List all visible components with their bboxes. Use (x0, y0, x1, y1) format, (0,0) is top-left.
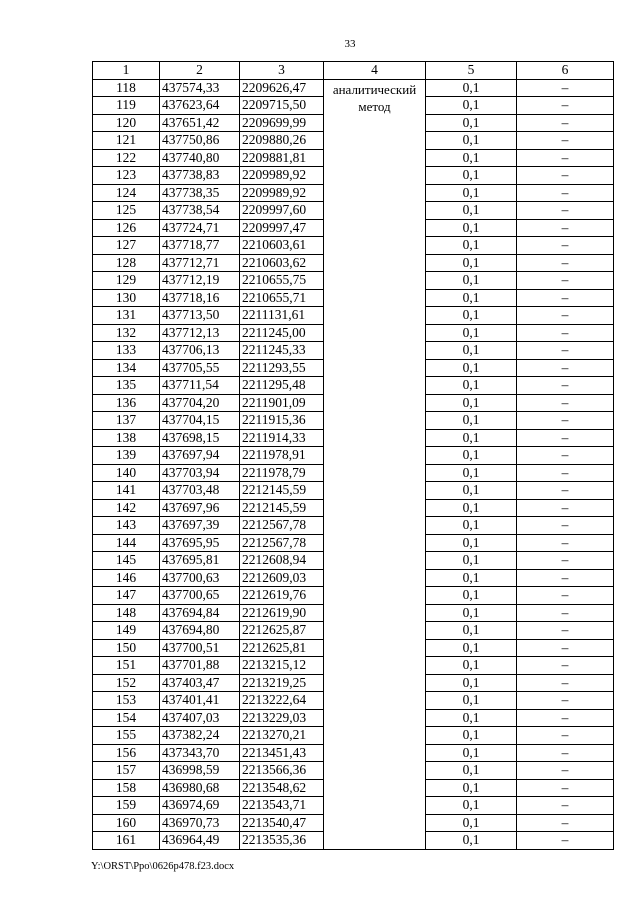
header-col-3: 3 (240, 62, 324, 80)
coord-x-cell: 437698,15 (160, 429, 240, 447)
coord-x-cell: 437712,13 (160, 324, 240, 342)
point-number-cell: 119 (93, 97, 160, 115)
point-number-cell: 120 (93, 114, 160, 132)
coord-x-cell: 436998,59 (160, 762, 240, 780)
note-cell: – (517, 97, 614, 115)
coord-x-cell: 437704,20 (160, 394, 240, 412)
coord-y-cell: 2211131,61 (240, 307, 324, 325)
point-number-cell: 118 (93, 79, 160, 97)
note-cell: – (517, 639, 614, 657)
accuracy-cell: 0,1 (426, 429, 517, 447)
note-cell: – (517, 622, 614, 640)
coord-y-cell: 2212619,76 (240, 587, 324, 605)
coord-x-cell: 437740,80 (160, 149, 240, 167)
note-cell: – (517, 692, 614, 710)
table-body (93, 79, 614, 849)
accuracy-cell: 0,1 (426, 167, 517, 185)
accuracy-cell: 0,1 (426, 499, 517, 517)
point-number-cell: 127 (93, 237, 160, 255)
point-number-cell: 155 (93, 727, 160, 745)
note-cell: – (517, 447, 614, 465)
accuracy-cell: 0,1 (426, 219, 517, 237)
table-header (93, 62, 614, 80)
coord-x-cell: 437695,95 (160, 534, 240, 552)
coord-y-cell: 2211901,09 (240, 394, 324, 412)
point-number-cell: 160 (93, 814, 160, 832)
coord-x-cell: 437574,33 (160, 79, 240, 97)
coord-y-cell: 2213270,21 (240, 727, 324, 745)
coord-x-cell: 437701,88 (160, 657, 240, 675)
point-number-cell: 123 (93, 167, 160, 185)
point-number-cell: 152 (93, 674, 160, 692)
point-number-cell: 137 (93, 412, 160, 430)
coord-x-cell: 437738,83 (160, 167, 240, 185)
coord-x-cell: 436980,68 (160, 779, 240, 797)
accuracy-cell: 0,1 (426, 79, 517, 97)
note-cell: – (517, 569, 614, 587)
accuracy-cell: 0,1 (426, 464, 517, 482)
coord-x-cell: 437700,65 (160, 587, 240, 605)
coord-x-cell: 436974,69 (160, 797, 240, 815)
note-cell: – (517, 114, 614, 132)
accuracy-cell: 0,1 (426, 412, 517, 430)
accuracy-cell: 0,1 (426, 727, 517, 745)
coord-y-cell: 2210655,71 (240, 289, 324, 307)
coord-y-cell: 2209880,26 (240, 132, 324, 150)
coord-y-cell: 2210603,62 (240, 254, 324, 272)
coord-x-cell: 437651,42 (160, 114, 240, 132)
point-number-cell: 128 (93, 254, 160, 272)
coord-y-cell: 2211978,79 (240, 464, 324, 482)
accuracy-cell: 0,1 (426, 324, 517, 342)
point-number-cell: 138 (93, 429, 160, 447)
accuracy-cell: 0,1 (426, 289, 517, 307)
coord-y-cell: 2212608,94 (240, 552, 324, 570)
coord-x-cell: 437704,15 (160, 412, 240, 430)
header-col-2: 2 (160, 62, 240, 80)
accuracy-cell: 0,1 (426, 237, 517, 255)
coord-y-cell: 2212145,59 (240, 499, 324, 517)
coord-y-cell: 2209881,81 (240, 149, 324, 167)
note-cell: – (517, 482, 614, 500)
note-cell: – (517, 464, 614, 482)
page-number: 33 (344, 38, 356, 50)
point-number-cell: 125 (93, 202, 160, 220)
coord-y-cell: 2209997,60 (240, 202, 324, 220)
coord-y-cell: 2213535,36 (240, 832, 324, 850)
point-number-cell: 149 (93, 622, 160, 640)
accuracy-cell: 0,1 (426, 394, 517, 412)
point-number-cell: 135 (93, 377, 160, 395)
note-cell: – (517, 499, 614, 517)
point-number-cell: 156 (93, 744, 160, 762)
note-cell: – (517, 762, 614, 780)
coord-y-cell: 2211245,00 (240, 324, 324, 342)
accuracy-cell: 0,1 (426, 97, 517, 115)
point-number-cell: 132 (93, 324, 160, 342)
accuracy-cell: 0,1 (426, 517, 517, 535)
coord-y-cell: 2212625,81 (240, 639, 324, 657)
point-number-cell: 150 (93, 639, 160, 657)
coord-x-cell: 437700,63 (160, 569, 240, 587)
coord-y-cell: 2213548,62 (240, 779, 324, 797)
header-row (93, 62, 614, 80)
accuracy-cell: 0,1 (426, 814, 517, 832)
coord-y-cell: 2213566,36 (240, 762, 324, 780)
coord-y-cell: 2213229,03 (240, 709, 324, 727)
point-number-cell: 134 (93, 359, 160, 377)
note-cell: – (517, 272, 614, 290)
note-cell: – (517, 552, 614, 570)
point-number-cell: 124 (93, 184, 160, 202)
point-number-cell: 157 (93, 762, 160, 780)
note-cell: – (517, 342, 614, 360)
coord-x-cell: 437343,70 (160, 744, 240, 762)
coord-x-cell: 437718,16 (160, 289, 240, 307)
coord-y-cell: 2211245,33 (240, 342, 324, 360)
coord-y-cell: 2213451,43 (240, 744, 324, 762)
accuracy-cell: 0,1 (426, 114, 517, 132)
note-cell: – (517, 429, 614, 447)
note-cell: – (517, 132, 614, 150)
point-number-cell: 140 (93, 464, 160, 482)
accuracy-cell: 0,1 (426, 552, 517, 570)
accuracy-cell: 0,1 (426, 832, 517, 850)
accuracy-cell: 0,1 (426, 639, 517, 657)
accuracy-cell: 0,1 (426, 604, 517, 622)
table-row (93, 79, 614, 97)
coord-x-cell: 437703,48 (160, 482, 240, 500)
coord-y-cell: 2213222,64 (240, 692, 324, 710)
coord-x-cell: 437695,81 (160, 552, 240, 570)
coord-x-cell: 437694,84 (160, 604, 240, 622)
point-number-cell: 133 (93, 342, 160, 360)
header-col-4: 4 (324, 62, 426, 80)
coord-x-cell: 437697,39 (160, 517, 240, 535)
coord-x-cell: 436970,73 (160, 814, 240, 832)
coord-y-cell: 2212567,78 (240, 534, 324, 552)
note-cell: – (517, 149, 614, 167)
accuracy-cell: 0,1 (426, 184, 517, 202)
coord-x-cell: 437750,86 (160, 132, 240, 150)
coord-y-cell: 2212625,87 (240, 622, 324, 640)
coord-x-cell: 437712,71 (160, 254, 240, 272)
note-cell: – (517, 377, 614, 395)
coord-x-cell: 436964,49 (160, 832, 240, 850)
accuracy-cell: 0,1 (426, 587, 517, 605)
coord-y-cell: 2211293,55 (240, 359, 324, 377)
note-cell: – (517, 657, 614, 675)
coord-y-cell: 2209989,92 (240, 184, 324, 202)
note-cell: – (517, 604, 614, 622)
note-cell: – (517, 814, 614, 832)
coord-x-cell: 437401,41 (160, 692, 240, 710)
point-number-cell: 126 (93, 219, 160, 237)
coord-x-cell: 437706,13 (160, 342, 240, 360)
coord-y-cell: 2209715,50 (240, 97, 324, 115)
accuracy-cell: 0,1 (426, 709, 517, 727)
point-number-cell: 153 (93, 692, 160, 710)
accuracy-cell: 0,1 (426, 307, 517, 325)
point-number-cell: 136 (93, 394, 160, 412)
accuracy-cell: 0,1 (426, 447, 517, 465)
accuracy-cell: 0,1 (426, 534, 517, 552)
note-cell: – (517, 832, 614, 850)
coord-y-cell: 2211914,33 (240, 429, 324, 447)
coord-x-cell: 437697,94 (160, 447, 240, 465)
coord-x-cell: 437712,19 (160, 272, 240, 290)
coord-y-cell: 2212145,59 (240, 482, 324, 500)
note-cell: – (517, 289, 614, 307)
accuracy-cell: 0,1 (426, 149, 517, 167)
point-number-cell: 145 (93, 552, 160, 570)
note-cell: – (517, 727, 614, 745)
coord-x-cell: 437407,03 (160, 709, 240, 727)
coord-x-cell: 437403,47 (160, 674, 240, 692)
accuracy-cell: 0,1 (426, 202, 517, 220)
coord-x-cell: 437738,54 (160, 202, 240, 220)
point-number-cell: 121 (93, 132, 160, 150)
point-number-cell: 139 (93, 447, 160, 465)
point-number-cell: 146 (93, 569, 160, 587)
coord-y-cell: 2209626,47 (240, 79, 324, 97)
accuracy-cell: 0,1 (426, 377, 517, 395)
note-cell: – (517, 79, 614, 97)
coord-y-cell: 2211915,36 (240, 412, 324, 430)
accuracy-cell: 0,1 (426, 569, 517, 587)
note-cell: – (517, 744, 614, 762)
accuracy-cell: 0,1 (426, 132, 517, 150)
accuracy-cell: 0,1 (426, 359, 517, 377)
note-cell: – (517, 254, 614, 272)
coord-x-cell: 437694,80 (160, 622, 240, 640)
method-cell: аналитический метод (324, 79, 426, 849)
point-number-cell: 147 (93, 587, 160, 605)
accuracy-cell: 0,1 (426, 482, 517, 500)
note-cell: – (517, 202, 614, 220)
point-number-cell: 148 (93, 604, 160, 622)
accuracy-cell: 0,1 (426, 692, 517, 710)
coord-x-cell: 437724,71 (160, 219, 240, 237)
coord-x-cell: 437705,55 (160, 359, 240, 377)
note-cell: – (517, 237, 614, 255)
note-cell: – (517, 797, 614, 815)
note-cell: – (517, 779, 614, 797)
note-cell: – (517, 307, 614, 325)
coord-y-cell: 2210655,75 (240, 272, 324, 290)
note-cell: – (517, 324, 614, 342)
note-cell: – (517, 167, 614, 185)
note-cell: – (517, 674, 614, 692)
coord-x-cell: 437382,24 (160, 727, 240, 745)
coord-x-cell: 437713,50 (160, 307, 240, 325)
point-number-cell: 131 (93, 307, 160, 325)
coord-x-cell: 437703,94 (160, 464, 240, 482)
coordinates-table (92, 61, 614, 850)
point-number-cell: 130 (93, 289, 160, 307)
note-cell: – (517, 412, 614, 430)
header-col-6: 6 (517, 62, 614, 80)
point-number-cell: 122 (93, 149, 160, 167)
note-cell: – (517, 219, 614, 237)
coord-y-cell: 2211978,91 (240, 447, 324, 465)
coord-y-cell: 2212567,78 (240, 517, 324, 535)
point-number-cell: 144 (93, 534, 160, 552)
accuracy-cell: 0,1 (426, 657, 517, 675)
accuracy-cell: 0,1 (426, 342, 517, 360)
accuracy-cell: 0,1 (426, 779, 517, 797)
point-number-cell: 151 (93, 657, 160, 675)
coord-y-cell: 2212619,90 (240, 604, 324, 622)
point-number-cell: 141 (93, 482, 160, 500)
accuracy-cell: 0,1 (426, 272, 517, 290)
point-number-cell: 159 (93, 797, 160, 815)
accuracy-cell: 0,1 (426, 254, 517, 272)
note-cell: – (517, 359, 614, 377)
accuracy-cell: 0,1 (426, 797, 517, 815)
note-cell: – (517, 394, 614, 412)
coord-y-cell: 2209989,92 (240, 167, 324, 185)
coord-x-cell: 437700,51 (160, 639, 240, 657)
coord-y-cell: 2213215,12 (240, 657, 324, 675)
accuracy-cell: 0,1 (426, 622, 517, 640)
point-number-cell: 143 (93, 517, 160, 535)
header-col-1: 1 (93, 62, 160, 80)
coord-y-cell: 2211295,48 (240, 377, 324, 395)
coord-y-cell: 2209997,47 (240, 219, 324, 237)
note-cell: – (517, 534, 614, 552)
coord-x-cell: 437711,54 (160, 377, 240, 395)
point-number-cell: 161 (93, 832, 160, 850)
note-cell: – (517, 517, 614, 535)
note-cell: – (517, 587, 614, 605)
accuracy-cell: 0,1 (426, 674, 517, 692)
coord-y-cell: 2209699,99 (240, 114, 324, 132)
coord-y-cell: 2212609,03 (240, 569, 324, 587)
accuracy-cell: 0,1 (426, 762, 517, 780)
header-col-5: 5 (426, 62, 517, 80)
accuracy-cell: 0,1 (426, 744, 517, 762)
point-number-cell: 158 (93, 779, 160, 797)
note-cell: – (517, 184, 614, 202)
coord-x-cell: 437697,96 (160, 499, 240, 517)
coord-y-cell: 2213219,25 (240, 674, 324, 692)
coord-x-cell: 437738,35 (160, 184, 240, 202)
coord-y-cell: 2213543,71 (240, 797, 324, 815)
point-number-cell: 129 (93, 272, 160, 290)
point-number-cell: 154 (93, 709, 160, 727)
coord-x-cell: 437623,64 (160, 97, 240, 115)
coord-y-cell: 2213540,47 (240, 814, 324, 832)
coord-x-cell: 437718,77 (160, 237, 240, 255)
point-number-cell: 142 (93, 499, 160, 517)
coord-y-cell: 2210603,61 (240, 237, 324, 255)
note-cell: – (517, 709, 614, 727)
file-path-footer: Y:\ORST\Ppo\0626p478.f23.docx (91, 861, 235, 872)
